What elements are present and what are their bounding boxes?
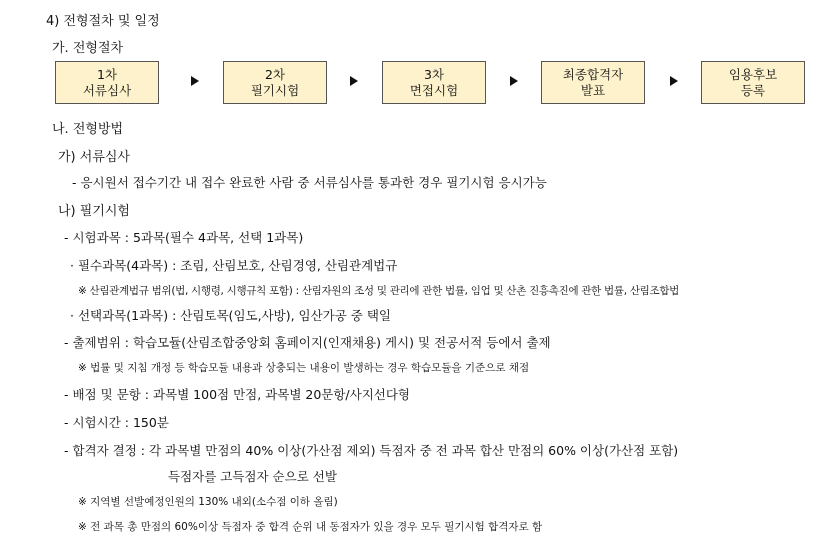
written-exam-heading: 나) 필기시험 [58, 204, 130, 219]
section-title: 4) 전형절차 및 일정 [46, 14, 160, 29]
step-3-line2: 면접시험 [409, 82, 459, 98]
exam-subjects: - 시험과목 : 5과목(필수 4과목, 선택 1과목) [64, 230, 304, 245]
pass-note-2: ※ 전 과목 총 만점의 60%이상 득점자 중 합격 순위 내 동점자가 있을 경우 모두 필기시험 합격자로 함 [78, 521, 543, 533]
exam-points: - 배점 및 문항 : 과목별 100점 만점, 과목별 20문항/사지선다형 [64, 387, 411, 402]
arrow-right-icon [670, 76, 678, 86]
step-2-line2: 필기시험 [250, 82, 300, 98]
step-5-box [701, 61, 805, 104]
step-1-box [55, 61, 159, 104]
elective-subjects: · 선택과목(1과목) : 산림토목(임도,사방), 임산가공 중 택일 [70, 308, 392, 323]
pass-criteria-line2: 득점자를 고득점자 순으로 선발 [168, 469, 337, 484]
step-4-line1: 최종합격자 [562, 66, 624, 82]
step-3-box [382, 61, 486, 104]
exam-time: - 시험시간 : 150분 [64, 415, 169, 430]
arrow-right-icon [191, 76, 199, 86]
arrow-right-icon [510, 76, 518, 86]
step-2-box [223, 61, 327, 104]
required-subjects-note: ※ 산림관계법규 범위(법, 시행령, 시행규칙 포함) : 산림자원의 조성 및 관리에 관한 법률, 임업 및 산촌 진흥촉진에 관한 법률, 산림조합법 [78, 285, 680, 297]
step-4-line2: 발표 [580, 82, 606, 98]
pass-note-1: ※ 지역별 선발예정인원의 130% 내외(소수점 이하 올림) [78, 496, 338, 508]
subsection-method: 나. 전형방법 [52, 122, 124, 137]
arrow-right-icon [350, 76, 358, 86]
subsection-procedure: 가. 전형절차 [52, 41, 124, 56]
required-subjects: · 필수과목(4과목) : 조림, 산림보호, 산림경영, 산림관계법규 [70, 258, 398, 273]
step-2-line1: 2차 [264, 66, 286, 82]
step-1-line2: 서류심사 [82, 82, 132, 98]
step-3-line1: 3차 [423, 66, 445, 82]
step-1-line1: 1차 [96, 66, 118, 82]
exam-scope-note: ※ 법률 및 지침 개정 등 학습모듈 내용과 상충되는 내용이 발생하는 경우 학습모듈을 기준으로 채점 [78, 362, 530, 374]
doc-review-line: - 응시원서 접수기간 내 접수 완료한 사람 중 서류심사를 통과한 경우 필기시험 응시가능 [72, 175, 547, 190]
pass-criteria-line1: - 합격자 결정 : 각 과목별 만점의 40% 이상(가산점 제외) 득점자 중 전 과목 합산 만점의 60% 이상(가산점 포함) [64, 443, 679, 458]
step-4-box [541, 61, 645, 104]
doc-review-heading: 가) 서류심사 [58, 150, 130, 165]
exam-scope: - 출제범위 : 학습모듈(산림조합중앙회 홈페이지(인재채용) 게시) 및 전공서적 등에서 출제 [64, 335, 551, 350]
step-5-line1: 임용후보 [728, 66, 778, 82]
step-5-line2: 등록 [740, 82, 766, 98]
